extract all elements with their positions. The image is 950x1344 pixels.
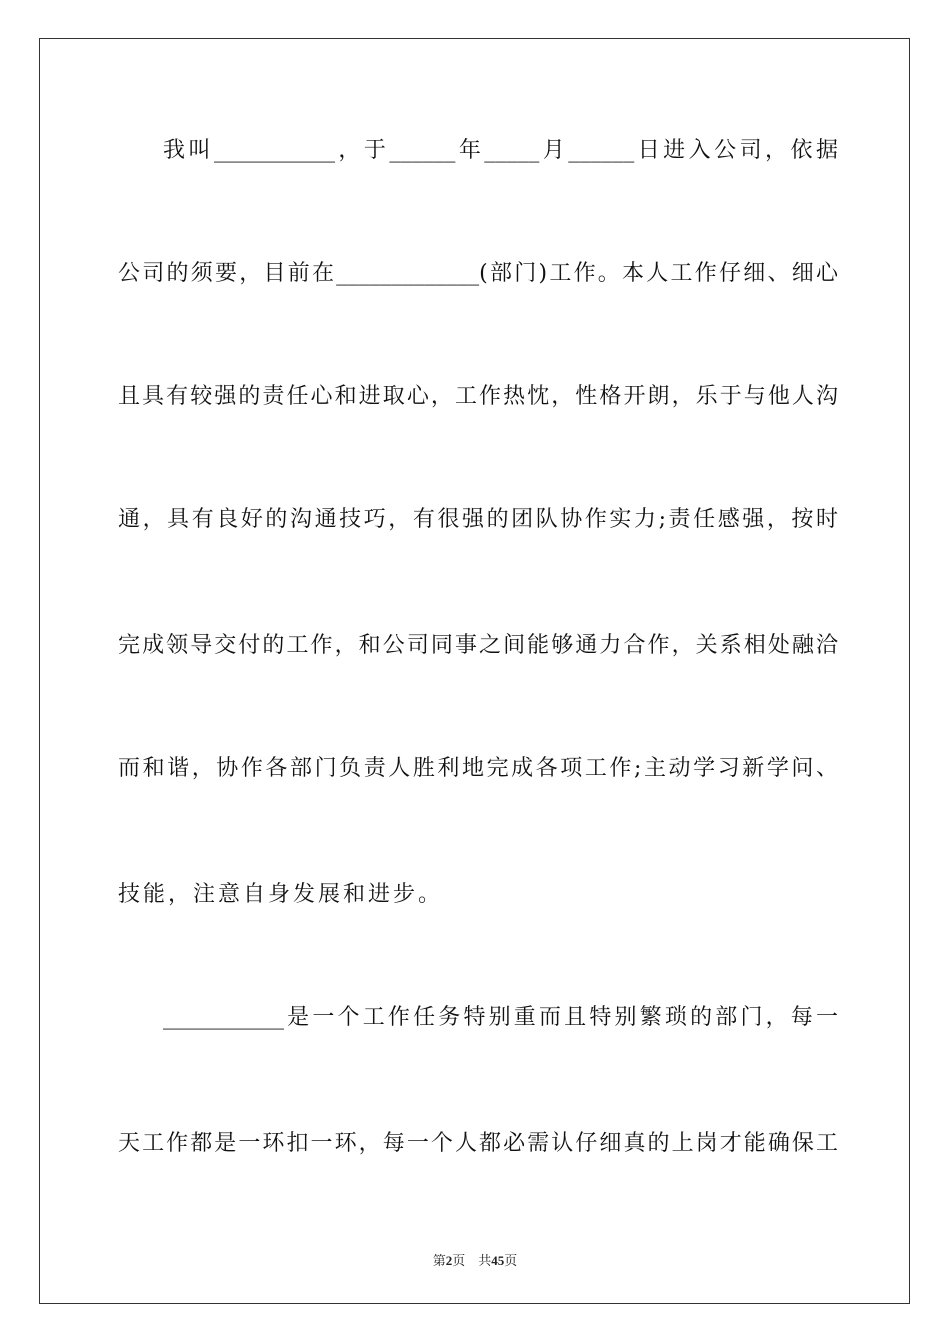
total-suffix: 页	[504, 1253, 518, 1268]
page-footer	[0, 1250, 950, 1269]
page-border	[39, 38, 910, 1304]
paragraph-2-line-2: 天工作都是一环扣一环，每一个人都必需认仔细真的上岗才能确保工	[118, 1131, 838, 1156]
paragraph-2-line-1: ___________是一个工作任务特别重而且特别繁琐的部门，每一	[163, 1005, 838, 1030]
paragraph-1-line-2: 公司的须要，目前在_____________(部门)工作。本人工作仔细、细心	[118, 261, 838, 286]
page-number: 2	[445, 1253, 453, 1268]
total-pages: 45	[491, 1253, 505, 1268]
paragraph-1-line-6: 而和谐，协作各部门负责人胜利地完成各项工作;主动学习新学问、	[118, 756, 838, 781]
paragraph-1-line-7: 技能，注意自身发展和进步。	[118, 882, 444, 907]
paragraph-1-line-3: 且具有较强的责任心和进取心，工作热忱，性格开朗，乐于与他人沟	[118, 384, 838, 409]
paragraph-1-line-5: 完成领导交付的工作，和公司同事之间能够通力合作，关系相处融洽	[118, 633, 838, 658]
paragraph-1-line-1: 我叫___________，于______年_____月______日进入公司，依据	[163, 138, 838, 163]
paragraph-1-line-4: 通，具有良好的沟通技巧，有很强的团队协作实力;责任感强，按时	[118, 507, 838, 532]
page-prefix: 第	[432, 1253, 446, 1268]
total-prefix: 共	[478, 1253, 492, 1268]
page-suffix: 页	[452, 1253, 466, 1268]
